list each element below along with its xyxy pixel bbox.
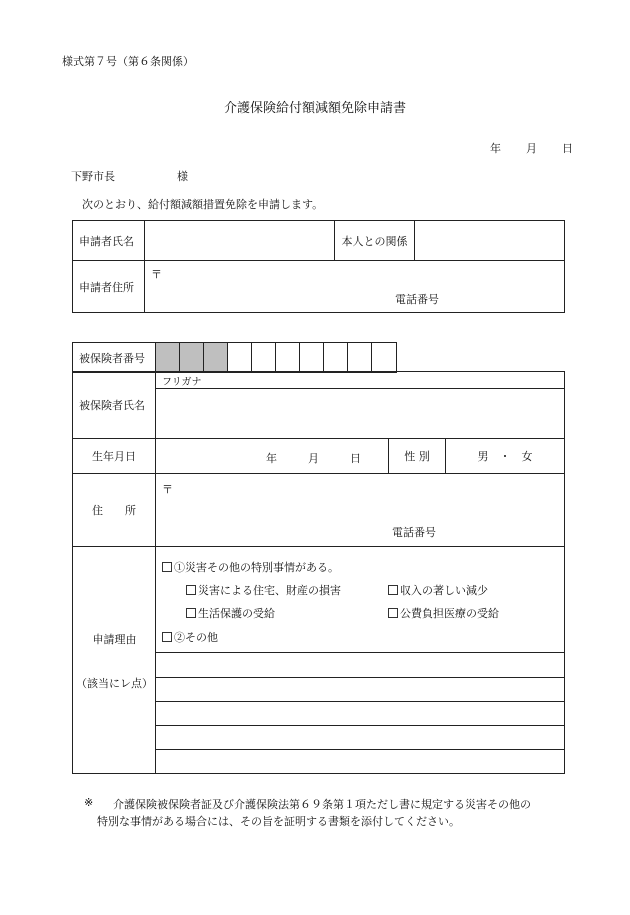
insured-number-digit-10[interactable]	[372, 343, 397, 373]
footnote-line-1: 介護保険被保険者証及び介護保険法第６９条第１項ただし書に規定する災害その他の	[113, 798, 531, 811]
reason-sub-1-label: 災害による住宅、財産の損害	[198, 584, 341, 597]
insured-number-digit-1	[156, 343, 180, 373]
reason-sub-2-label: 収入の著しい減少	[400, 584, 488, 597]
date-year-label: 年	[490, 142, 501, 155]
insured-number-label: 被保険者番号	[73, 343, 156, 373]
reason-option-2-label: ②その他	[174, 631, 218, 644]
applicant-table	[72, 220, 565, 313]
applicant-postal-mark: 〒	[151, 268, 162, 281]
reason-option-1-label: ①災害その他の特別事情がある。	[174, 561, 339, 574]
applicant-address-field[interactable]	[145, 261, 565, 313]
insured-name-label: 被保険者氏名	[73, 372, 156, 439]
applicant-phone-label: 電話番号	[395, 293, 439, 306]
date-month-label: 月	[526, 142, 537, 155]
reason-option-1[interactable]	[162, 559, 339, 575]
insured-number-digit-9[interactable]	[348, 343, 372, 373]
insured-address-field[interactable]	[156, 474, 565, 547]
applicant-address-label: 申請者住所	[73, 261, 145, 313]
insured-number-digit-2	[180, 343, 204, 373]
reason-option-2[interactable]	[162, 629, 218, 645]
relation-label: 本人との関係	[335, 221, 415, 261]
insured-table	[72, 371, 565, 774]
reason-other-line-1[interactable]	[156, 653, 565, 678]
addressee-name: 下野市長	[71, 170, 115, 183]
insured-number-table	[72, 342, 397, 373]
birth-month-label: 月	[308, 452, 319, 465]
reason-sub-4[interactable]	[388, 605, 499, 621]
reason-sub-3-label: 生活保護の受給	[198, 607, 275, 620]
insured-number-digit-3	[204, 343, 228, 373]
sex-options[interactable]: 男 ・ 女	[446, 439, 565, 474]
checkbox-icon[interactable]	[186, 608, 196, 618]
date-day-label: 日	[562, 142, 573, 155]
insured-number-digit-7[interactable]	[300, 343, 324, 373]
applicant-name-label: 申請者氏名	[73, 221, 145, 261]
birth-day-label: 日	[350, 452, 361, 465]
addressee-honorific: 様	[177, 170, 188, 183]
furigana-label: フリガナ	[162, 376, 202, 388]
reason-sub-1[interactable]	[186, 582, 341, 598]
furigana-field[interactable]	[156, 372, 565, 389]
footnote-mark: ※	[84, 796, 94, 809]
reason-label-cell	[73, 547, 156, 774]
form-number: 様式第７号（第６条関係）	[62, 55, 194, 68]
reason-other-line-3[interactable]	[156, 702, 565, 726]
checkbox-icon[interactable]	[162, 632, 172, 642]
birth-date-field[interactable]	[156, 439, 389, 474]
insured-postal-mark: 〒	[162, 483, 173, 496]
insured-address-label: 住 所	[73, 474, 156, 547]
footnote-line-2: 特別な事情がある場合には、その旨を証明する書類を添付してください。	[97, 815, 460, 828]
insured-number-digit-5[interactable]	[252, 343, 276, 373]
reason-label: 申請理由	[92, 633, 137, 646]
reason-sub-3[interactable]	[186, 605, 275, 621]
insured-phone-label: 電話番号	[392, 526, 436, 539]
reason-sub-4-label: 公費負担医療の受給	[400, 607, 499, 620]
reason-other-line-2[interactable]	[156, 678, 565, 702]
reason-other-line-4[interactable]	[156, 726, 565, 750]
intro-text: 次のとおり、給付額減額措置免除を申請します。	[82, 198, 324, 211]
reason-note: （該当にレ点）	[76, 677, 153, 690]
insured-number-digit-4[interactable]	[228, 343, 252, 373]
checkbox-icon[interactable]	[162, 562, 172, 572]
reason-options-cell	[156, 547, 565, 653]
relation-field[interactable]	[415, 221, 565, 261]
birth-date-label: 生年月日	[73, 439, 156, 474]
reason-sub-2[interactable]	[388, 582, 488, 598]
applicant-name-field[interactable]	[145, 221, 335, 261]
insured-number-digit-6[interactable]	[276, 343, 300, 373]
insured-name-field[interactable]	[156, 389, 565, 439]
checkbox-icon[interactable]	[388, 585, 398, 595]
insured-number-digit-8[interactable]	[324, 343, 348, 373]
checkbox-icon[interactable]	[186, 585, 196, 595]
checkbox-icon[interactable]	[388, 608, 398, 618]
page-title: 介護保険給付額減額免除申請書	[223, 101, 406, 116]
birth-year-label: 年	[266, 452, 277, 465]
reason-other-line-5[interactable]	[156, 750, 565, 774]
sex-label: 性 別	[389, 439, 446, 474]
